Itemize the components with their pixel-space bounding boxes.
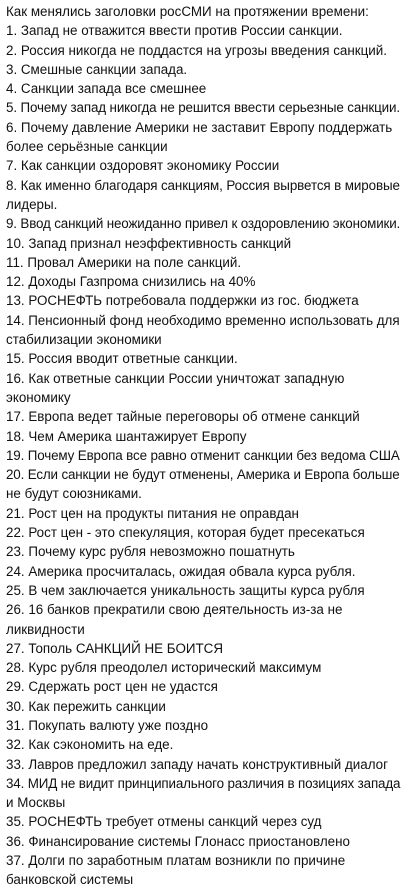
list-item: 21. Рост цен на продукты питания не оправдан — [6, 505, 299, 521]
list-item: 1. Запад не отважится ввести против России санкции. — [6, 23, 343, 39]
list-item: 6. Почему давление Америки не заставит Европу поддержать — [6, 119, 393, 135]
list-item: 12. Доходы Газпрома снизились на 40% — [6, 274, 256, 290]
list-item: стабилизации экономики — [6, 332, 162, 348]
list-item: не будут союзниками. — [6, 486, 142, 502]
list-item: ликвидности — [6, 621, 85, 637]
list-item: 35. РОСНЕФТЬ требует отмены санкций через суд — [6, 814, 322, 830]
list-item: 26. 16 банков прекратили свою деятельность из-за не — [6, 602, 343, 618]
list-item: 8. Как именно благодаря санкциям, Россия вырвется в мировые — [6, 177, 400, 193]
list-item: 11. Провал Америки на поле санкций. — [6, 254, 242, 270]
list-item: 19. Почему Европа все равно отменит санкции без ведома США — [6, 447, 400, 463]
list-item: банковской системы — [6, 872, 134, 888]
list-item: 20. Если санкции не будут отменены, Америка и Европа больше — [6, 467, 400, 483]
list-item: 5. Почему запад никогда не решится ввести серьезные санкции. — [6, 100, 400, 116]
list-item: 15. Россия вводит ответные санкции. — [6, 351, 238, 367]
list-item: 13. РОСНЕФТЬ потребовала поддержки из гос. бюджета — [6, 293, 359, 309]
list-item: 10. Запад признал неэффективность санкций — [6, 235, 292, 251]
list-item: лидеры. — [6, 196, 58, 212]
list-item: 2. Россия никогда не поддастся на угрозы введения санкций. — [6, 42, 387, 58]
headline-list — [6, 21, 400, 889]
list-item: 9. Ввод санкций неожиданно привел к оздоровлению экономики. — [6, 216, 401, 232]
list-item: 18. Чем Америка шантажирует Европу — [6, 428, 247, 444]
list-item: более серьёзные санкции — [6, 139, 168, 155]
list-item: 28. Курс рубля преодолел исторический максимум — [6, 660, 322, 676]
list-item: 36. Финансирование системы Глонасс приостановлено — [6, 833, 350, 849]
list-item: и Москвы — [6, 795, 66, 811]
list-item: 24. Америка просчиталась, ожидая обвала курса рубля. — [6, 563, 356, 579]
list-item: 31. Покупать валюту уже поздно — [6, 717, 209, 733]
list-item: экономику — [6, 389, 71, 405]
list-item: 16. Как ответные санкции России уничтожат западную — [6, 370, 345, 386]
list-item: 3. Смешные санкции запада. — [6, 61, 188, 77]
list-item: 7. Как санкции оздоровят экономику России — [6, 158, 280, 174]
document-body — [6, 2, 400, 890]
list-item: 14. Пенсионный фонд необходимо временно использовать для — [6, 312, 400, 328]
list-item: 37. Долги по заработным платам возникли по причине — [6, 853, 346, 869]
document-title: Как менялись заголовки росСМИ на протяжении времени: — [6, 4, 369, 19]
list-item: 27. Тополь САНКЦИЙ НЕ БОИТСЯ — [6, 640, 224, 656]
list-item: 29. Сдержать рост цен не удастся — [6, 679, 218, 695]
list-item: 22. Рост цен - это спекуляция, которая будет пресекаться — [6, 525, 365, 541]
list-item: 17. Европа ведет тайные переговоры об отмене санкций — [6, 409, 360, 425]
list-item: 32. Как сэкономить на еде. — [6, 737, 174, 753]
list-item: 23. Почему курс рубля невозможно пошатнуть — [6, 544, 295, 560]
list-item: 4. Санкции запада все смешнее — [6, 81, 207, 97]
list-item: 33. Лавров предложил западу начать конструктивный диалог — [6, 756, 388, 772]
list-item: 25. В чем заключается уникальность защиты курса рубля — [6, 582, 365, 598]
list-item: 34. МИД не видит принципиального различия в позициях запада — [6, 775, 401, 791]
list-item: 30. Как пережить санкции — [6, 698, 166, 714]
